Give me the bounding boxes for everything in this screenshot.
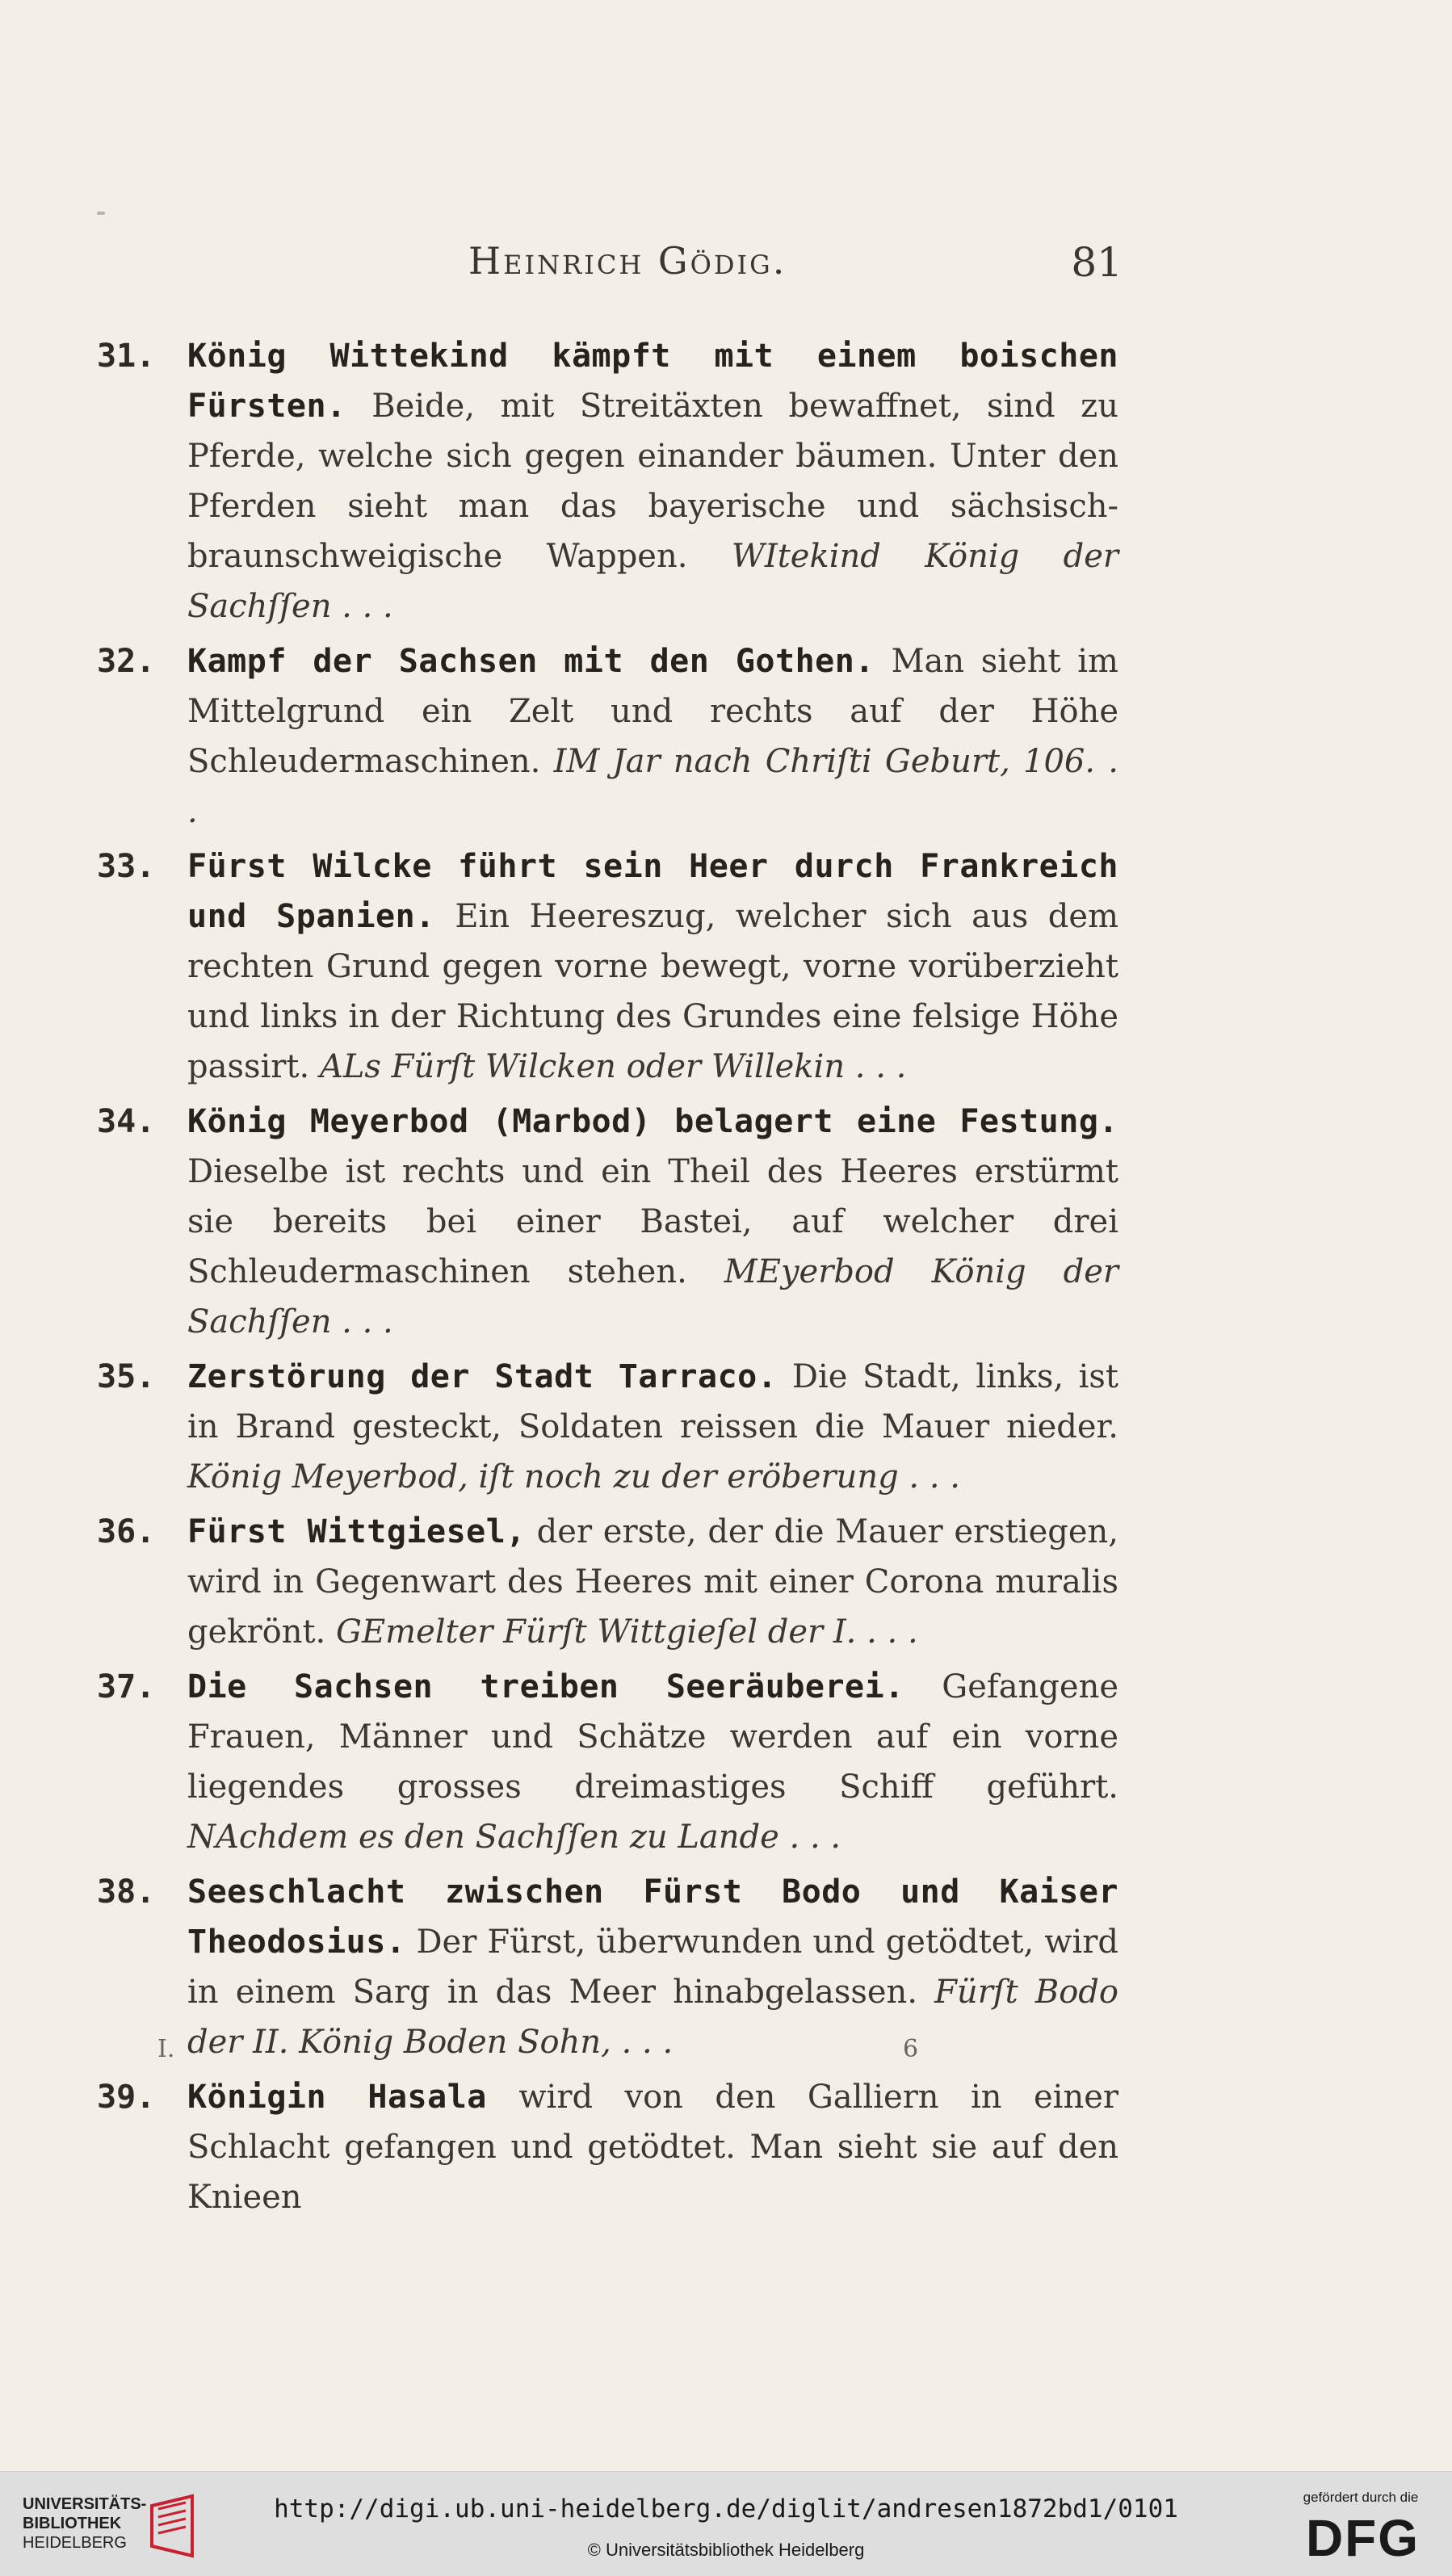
entry-title: Zerstörung der Stadt Tarraco. bbox=[187, 1358, 778, 1395]
entry-title: Fürst Wittgiesel, bbox=[187, 1513, 526, 1550]
entry-title: König Meyerbod (Marbod) belagert eine Festung. bbox=[187, 1103, 1118, 1140]
catalogue-entry bbox=[97, 1867, 1118, 2067]
entry-description: Beide, mit Streitäxten bewaffnet, sind zu Pferde, welche sich gegen einander bäumen. Unter den Pferden sieht man das bayerische und sächsisch-braunschweigische Wappen. bbox=[187, 388, 1118, 575]
entry-inscription: GEmelter Fürſt Wittgieſel der I. . . . bbox=[336, 1613, 918, 1651]
entry-inscription: NAchdem es den Sachſſen zu Lande . . . bbox=[187, 1819, 841, 1856]
entry-description: Man sieht im Mittelgrund ein Zelt und rechts auf der Höhe Schleudermaschinen. bbox=[187, 643, 1118, 780]
page-number: 81 bbox=[1071, 239, 1123, 286]
catalogue-entry bbox=[97, 331, 1118, 631]
library-name-line: BIBLIOTHEK bbox=[23, 2515, 122, 2532]
entry-title: Fürst Wilcke führt sein Heer durch Frankreich und Spanien. bbox=[187, 848, 1118, 935]
entry-title: Die Sachsen treiben Seeräuberei. bbox=[187, 1668, 904, 1705]
dfg-logo[interactable]: DFG bbox=[1305, 2509, 1421, 2567]
entry-number: 35. bbox=[97, 1358, 156, 1395]
permalink-url[interactable]: http://digi.ub.uni-heidelberg.de/diglit/andresen1872bd1/0101 bbox=[274, 2494, 1178, 2524]
entry-description: Gefangene Frauen, Männer und Schätze werden auf ein vorne liegendes grosses dreimastiges Schiff geführt. bbox=[187, 1668, 1119, 1806]
sheet-number: 6 bbox=[903, 2035, 919, 2063]
entry-number: 33. bbox=[97, 848, 156, 885]
library-name-line: HEIDELBERG bbox=[23, 2534, 127, 2552]
entry-number: 39. bbox=[97, 2079, 156, 2116]
entry-title: Königin Hasala bbox=[187, 2079, 487, 2116]
entry-number: 31. bbox=[97, 338, 156, 375]
entry-number: 37. bbox=[97, 1668, 156, 1705]
catalogue-entries bbox=[97, 331, 1118, 2227]
catalogue-entry bbox=[97, 1662, 1118, 1862]
entry-inscription: König Meyerbod, iſt noch zu der eröberung . . . bbox=[187, 1458, 960, 1496]
catalogue-entry bbox=[97, 2072, 1118, 2222]
paper-speck bbox=[97, 212, 105, 215]
entry-title: Seeschlacht zwischen Fürst Bodo und Kaiser Theodosius. bbox=[187, 1873, 1118, 1961]
catalogue-entry bbox=[97, 841, 1118, 1092]
entry-inscription: IM Jar nach Chriſti Geburt, 106. . . bbox=[187, 743, 1118, 830]
entry-description: Ein Heereszug, welcher sich aus dem rechten Grund gegen vorne bewegt, vorne vorüberzieht und links in der Richtung des Grundes eine felsige Höhe passirt. bbox=[187, 898, 1118, 1085]
entry-description: Die Stadt, links, ist in Brand gesteckt, Soldaten reissen die Mauer nieder. bbox=[187, 1358, 1118, 1445]
catalogue-entry bbox=[97, 1352, 1118, 1502]
entry-number: 38. bbox=[97, 1873, 156, 1911]
library-footer-bar bbox=[0, 2471, 1452, 2576]
entry-description: wird von den Galliern in einer Schlacht gefangen und getödtet. Man sieht sie auf den Knieen bbox=[187, 2079, 1119, 2216]
running-head bbox=[468, 239, 1123, 296]
entry-description: Dieselbe ist rechts und ein Theil des Heeres erstürmt sie bereits bei einer Bastei, auf welcher drei Schleudermaschinen stehen. bbox=[187, 1153, 1118, 1290]
entry-inscription: WItekind König der Sachſſen . . . bbox=[187, 538, 1119, 625]
catalogue-entry bbox=[97, 1097, 1118, 1347]
funder-label: gefördert durch die bbox=[1303, 2490, 1419, 2505]
entry-number: 36. bbox=[97, 1513, 156, 1550]
entry-title: König Wittekind kämpft mit einem boischen Fürsten. bbox=[187, 338, 1118, 425]
entry-description: der erste, der die Mauer erstiegen, wird in Gegenwart des Heeres mit einer Corona muralis gekrönt. bbox=[187, 1513, 1118, 1651]
entry-title: Kampf der Sachsen mit den Gothen. bbox=[187, 643, 875, 680]
entry-description: Der Fürst, überwunden und getödtet, wird in einem Sarg in das Meer hinabgelassen. bbox=[187, 1924, 1118, 2011]
entry-inscription: Fürſt Bodo der II. König Boden Sohn, . . . bbox=[187, 1974, 1118, 2061]
entry-inscription: MEyerbod König der Sachſſen . . . bbox=[187, 1253, 1119, 1340]
entry-number: 34. bbox=[97, 1103, 156, 1140]
library-name-line: UNIVERSITÄTS- bbox=[23, 2495, 147, 2513]
copyright-notice: © Universitätsbibliothek Heidelberg bbox=[587, 2540, 865, 2560]
entry-number: 32. bbox=[97, 643, 156, 680]
signature-mark: I. bbox=[157, 2035, 175, 2063]
catalogue-entry bbox=[97, 636, 1118, 837]
entry-inscription: ALs Fürſt Wilcken oder Willekin . . . bbox=[319, 1048, 907, 1085]
running-title: Heinrich Gödig. bbox=[468, 239, 787, 283]
catalogue-entry bbox=[97, 1507, 1118, 1657]
